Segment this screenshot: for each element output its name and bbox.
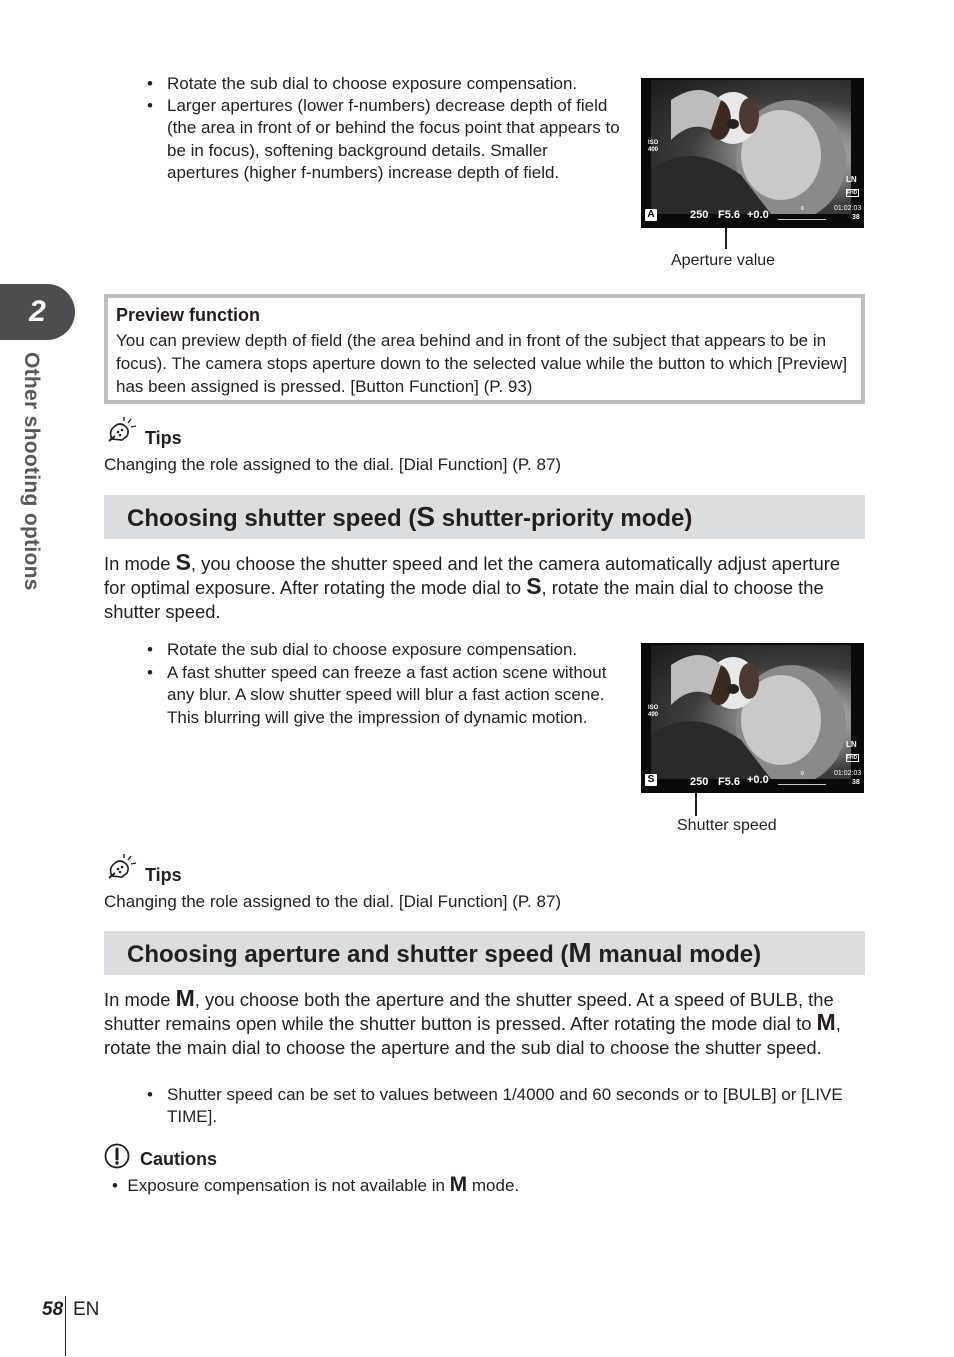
photo-illustration: [651, 645, 851, 779]
tips-body: Changing the role assigned to the dial. [Dial Function] (P. 87): [104, 892, 562, 911]
aperture-bullet-list: [142, 73, 620, 184]
section-heading-manual: Choosing aperture and shutter speed (M manual mode): [127, 937, 762, 968]
exposure-scale: [778, 215, 826, 220]
chapter-number: 2: [29, 295, 46, 328]
scale-zero-label: 0: [801, 206, 804, 212]
aperture-readout: F5.6: [718, 209, 741, 221]
image-quality-indicator: LN: [846, 175, 857, 184]
tips-icon: [106, 417, 138, 445]
preview-body: You can preview depth of field (the area behind and in front of the subject that appears to be in focus). The camera stops aperture down to the selected value while the button to which [Preview] has been assigned is pressed. [Button Function] (P. 93): [116, 331, 848, 396]
list-item: • Shutter speed can be set to values between 1/4000 and 60 seconds or to [BULB] or [LIVE TIME].: [142, 1084, 862, 1128]
chapter-label: Other shooting options: [20, 352, 43, 591]
manual-bullet-list: [142, 1084, 862, 1128]
caution-icon: [104, 1143, 130, 1169]
recording-time: 01:02:03: [834, 205, 862, 212]
manual-mode-glyph: M: [568, 937, 592, 968]
shots-remaining: 38: [852, 779, 860, 786]
tips-body: Changing the role assigned to the dial. [Dial Function] (P. 87): [104, 455, 562, 474]
list-item: • Rotate the sub dial to choose exposure compensation.: [142, 639, 620, 661]
footer-divider: [65, 1296, 66, 1356]
iso-indicator: ISO 400: [648, 705, 659, 718]
exposure-compensation-readout: +0.0: [747, 209, 769, 221]
shutter-mode-glyph: S: [526, 572, 542, 599]
cautions-body: • Exposure compensation is not available in M mode.: [112, 1173, 520, 1196]
shutter-mode-glyph: S: [416, 501, 436, 532]
camera-screen-aperture: [641, 78, 864, 228]
manual-mode-glyph: M: [175, 985, 195, 1011]
exposure-scale: [778, 780, 826, 785]
shutter-speed-readout: 250: [690, 209, 709, 221]
recording-time: 01:02:03: [834, 770, 862, 777]
list-item: • Larger apertures (lower f-numbers) decrease depth of field (the area in front of or behind the focus point that appears to be in focus), softening background details. Smaller apertures (higher f-numbers) increase depth of field.: [142, 95, 620, 184]
page-number: 58: [42, 1299, 64, 1320]
scale-zero-label: 0: [801, 771, 804, 777]
list-item: • A fast shutter speed can freeze a fast action scene without any blur. A slow shutter speed will blur a fast action scene. This blurring will give the impression of dynamic motion.: [142, 662, 620, 729]
cautions-title: Cautions: [140, 1149, 218, 1169]
screen-photo: [651, 645, 851, 779]
manual-mode-glyph: M: [816, 1008, 836, 1035]
tips-title: Tips: [145, 428, 182, 448]
photo-illustration: [651, 80, 851, 214]
callout-line: [695, 792, 697, 816]
shutter-bullet-list: [142, 639, 620, 729]
shutter-speed-readout: 250: [690, 776, 709, 788]
mode-indicator: S: [645, 774, 657, 786]
callout-shutter-speed: Shutter speed: [677, 817, 777, 834]
callout-aperture-value: Aperture value: [671, 252, 776, 269]
image-quality-indicator: LN: [846, 740, 857, 749]
tips-icon: [106, 854, 138, 882]
battery-icon: FHD: [847, 190, 858, 196]
bullet-mark: •: [112, 1176, 128, 1195]
page-language: EN: [73, 1299, 100, 1320]
camera-screen-shutter: [641, 643, 864, 793]
iso-indicator: ISO 400: [648, 140, 659, 153]
section-heading-shutter: Choosing shutter speed (S shutter-priority mode): [127, 501, 693, 532]
callout-line: [725, 227, 727, 249]
preview-title: Preview function: [116, 305, 261, 325]
manual-mode-glyph: M: [449, 1173, 468, 1196]
tips-title: Tips: [145, 865, 182, 885]
manual-intro: In mode M, you choose both the aperture and the shutter speed. At a speed of BULB, the shutter remains open while the shutter button is pressed. After rotating the mode dial to M, rotate the main dial to choose the aperture and the sub dial to choose the shutter speed.: [104, 985, 841, 1058]
mode-indicator: A: [645, 209, 657, 221]
battery-icon: FHD: [847, 755, 858, 761]
list-item: • Rotate the sub dial to choose exposure compensation.: [142, 73, 620, 95]
shots-remaining: 38: [852, 214, 860, 221]
shutter-mode-glyph: S: [175, 549, 191, 575]
shutter-intro: In mode S, you choose the shutter speed and let the camera automatically adjust aperture for optimal exposure. After rotating the mode dial to S, rotate the main dial to choose the shutter speed.: [104, 549, 841, 622]
exposure-compensation-readout: +0.0: [747, 774, 769, 786]
aperture-readout: F5.6: [718, 776, 741, 788]
screen-photo: [651, 80, 851, 214]
